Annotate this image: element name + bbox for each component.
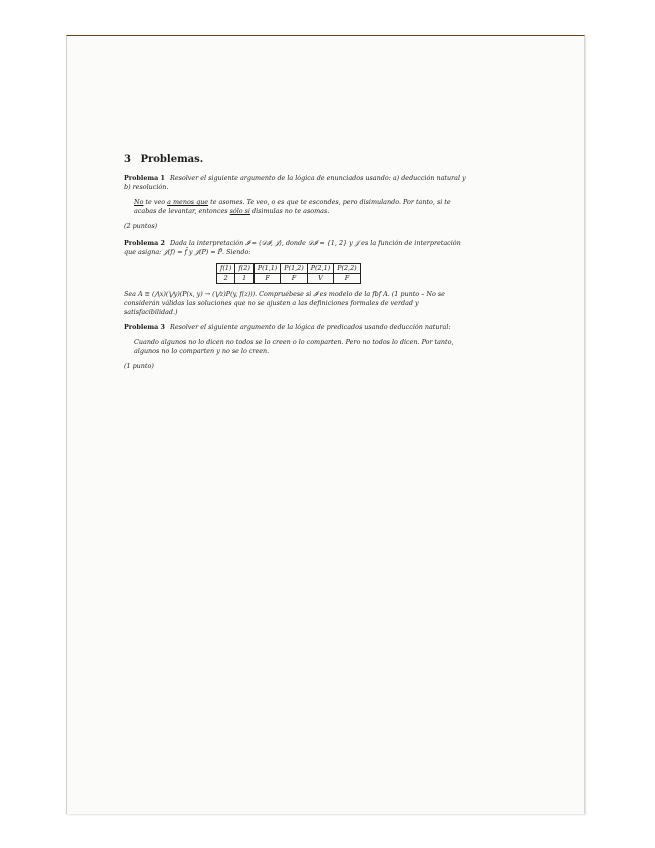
table-value-cell: F [281, 274, 307, 284]
problem-1-statement [124, 174, 474, 192]
problem-3-label: Problema 3 [124, 323, 165, 331]
table-header-row [217, 264, 361, 274]
problem-1-label: Problema 1 [124, 174, 165, 182]
paper-sheet [66, 35, 585, 814]
table-header-cell: P(1,1) [254, 264, 281, 274]
underlined-no: No [134, 198, 144, 206]
problem-1-argument [134, 198, 474, 216]
table-value-cell: 2 [217, 274, 235, 284]
problem-2-statement [124, 239, 474, 257]
problem-2-text: Dada la interpretación 𝓘 = ⟨𝒟𝓘, 𝒥⟩, donde 𝒟𝓘 = {1, 2} y 𝒥 es la función de interpretación que asigna: 𝒥(f) = f̄ y 𝒥(P) = P̄. Siendo: [124, 239, 461, 256]
table-value-cell: 1 [235, 274, 254, 284]
problem-3-statement [124, 323, 474, 332]
problem-3-points: (1 punto) [124, 362, 154, 370]
table-header-cell: P(2,2) [334, 264, 360, 274]
table-value-row [217, 274, 361, 284]
problem-2-label: Problema 2 [124, 239, 165, 247]
problem-3-argument: Cuando algunos no lo dicen no todos se lo creen o lo comparten. Pero no todos lo dicen. Por tanto, algunos no lo comparten y no se lo creen. [134, 338, 454, 355]
argument-text: te asomes. Te veo, o es que te escondes, pero disimulando. Por tanto, si te acabas de levantar, entonces [134, 198, 451, 215]
problem-2-formula: Sea A ≡ (⋀x)(⋁y)(P(x, y) → (⋁z)P(y, f(z))). Compruébese si 𝓘 es modelo de la fbf A. (1 punto – No se considerán válidas las soluciones que no se ajusten a las definiciones formales de verdad y satisfacibilidad.) [124, 290, 445, 316]
problem-1-points: (2 puntos) [124, 222, 158, 230]
table-value-cell: V [307, 274, 333, 284]
underlined-a-menos-que: a menos que [167, 198, 209, 206]
table-header-cell: P(1,2) [281, 264, 307, 274]
table-header-cell: P(2,1) [307, 264, 333, 274]
underlined-solo-si: sólo si [229, 207, 250, 215]
argument-text: disimulas no te asomas. [249, 207, 330, 215]
table-value-cell: F [254, 274, 281, 284]
section-heading [124, 155, 474, 164]
table-header-cell: f(1) [217, 264, 235, 274]
document-body [124, 155, 474, 379]
problem-3-text: Resolver el siguiente argumento de la lógica de predicados usando deducción natural: [170, 323, 451, 331]
problem-1-text: Resolver el siguiente argumento de la lógica de enunciados usando: a) deducción natural y b) resolución. [124, 174, 466, 191]
interpretation-table [216, 263, 361, 284]
table-value-cell: F [334, 274, 360, 284]
table-header-cell: f(2) [235, 264, 254, 274]
section-number: 3 [124, 154, 131, 165]
argument-text: te veo [143, 198, 168, 206]
section-title: Problemas. [140, 154, 204, 165]
